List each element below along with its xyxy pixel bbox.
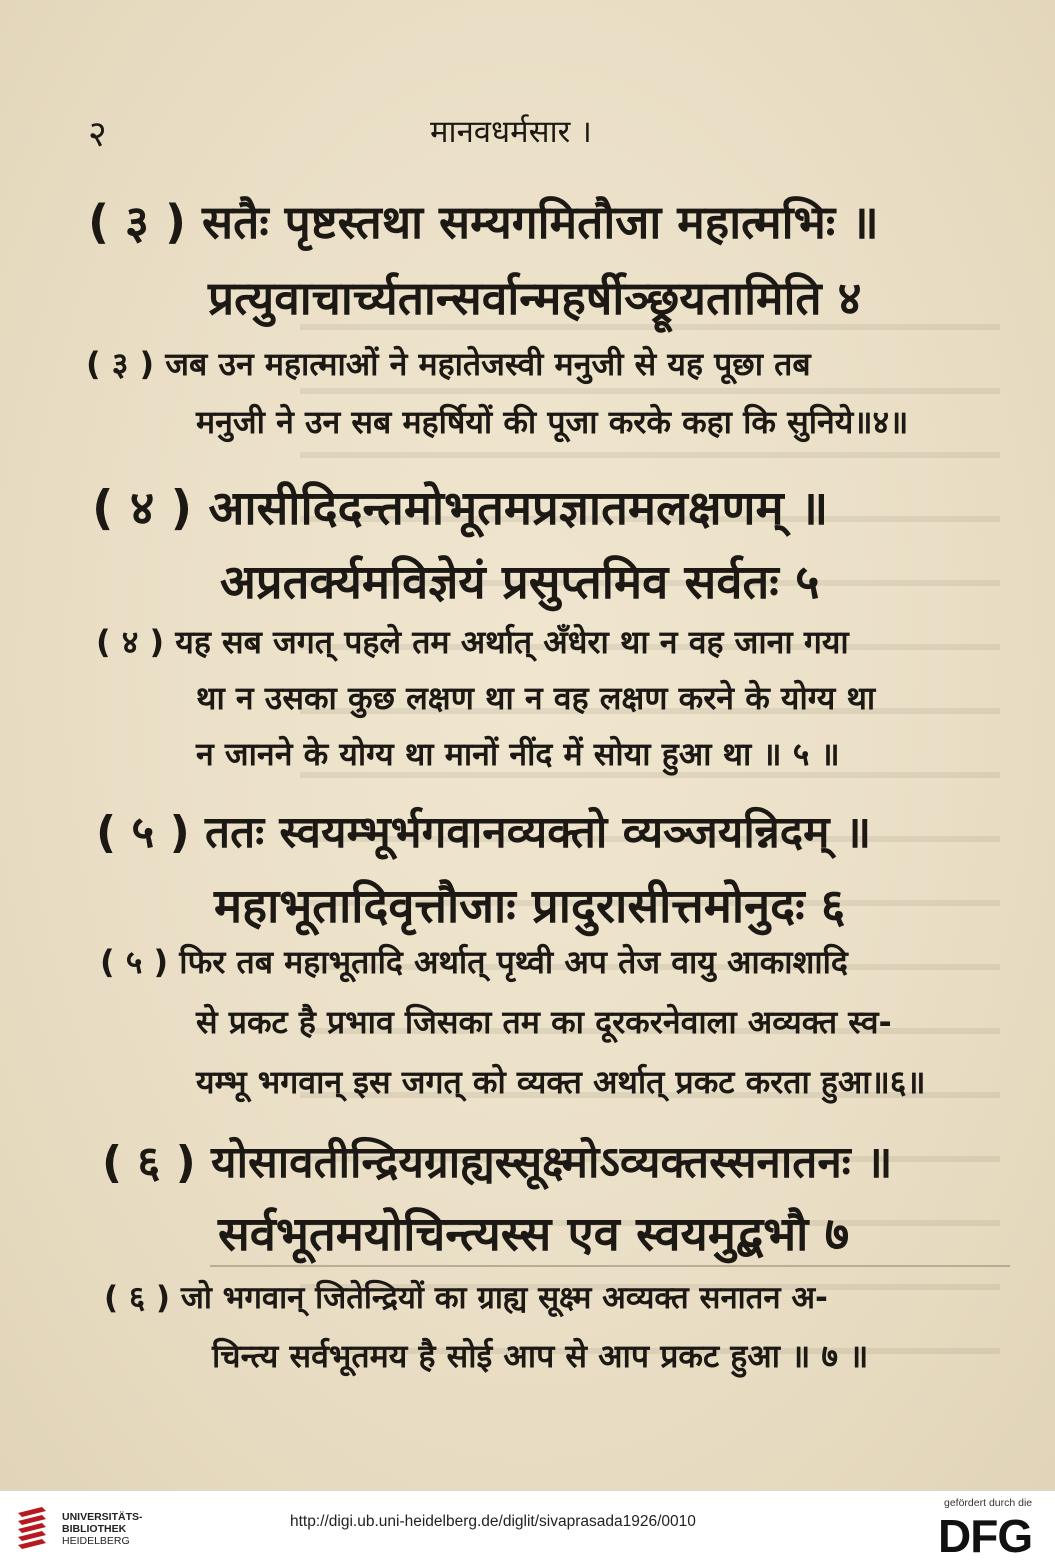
translation-4-line-3: न जानने के योग्य था मानों नींद में सोया हुआ था ॥ ५ ॥	[196, 735, 840, 773]
verse-6-line-2: सर्वभूतमयोचिन्त्यस्स एव स्वयमुद्बभौ ७	[218, 1207, 850, 1262]
running-title: मानवधर्मसार ।	[430, 114, 592, 150]
verse-4-line-1: ( ४ ) आसीदिदन्तमोभूतमप्रज्ञातमलक्षणम् ॥	[92, 481, 829, 536]
translation-6-line-2: चिन्त्य सर्वभूतमय है सोई आप से आप प्रकट हुआ ॥ ७ ॥	[212, 1337, 869, 1375]
viewer-footer	[0, 1490, 1055, 1566]
dfg-logo: DFG	[938, 1510, 1033, 1562]
translation-3-line-1: ( ३ ) जब उन महात्माओं ने महातेजस्वी मनुजी से यह पूछा तब	[86, 345, 811, 383]
translation-4-line-1: ( ४ ) यह सब जगत् पहले तम अर्थात् अँधेरा था न वह जाना गया	[96, 623, 849, 661]
verse-4-line-2: अप्रतर्क्यमविज्ञेयं प्रसुप्तमिव सर्वतः ५	[220, 555, 820, 610]
funding-note: gefördert durch die	[944, 1497, 1033, 1509]
translation-3-line-2: मनुजी ने उन सब महर्षियों की पूजा करके कहा कि सुनिये॥४॥	[196, 403, 909, 441]
translation-5-line-3: यम्भू भगवान् इस जगत् को व्यक्त अर्थात् प्रकट करता हुआ॥६॥	[196, 1063, 926, 1101]
translation-5-line-1: ( ५ ) फिर तब महाभूतादि अर्थात् पृथ्वी अप तेज वायु आकाशादि	[100, 943, 848, 981]
verse-3-line-1: ( ३ ) सतैः पृष्टस्तथा सम्यगमितौजा महात्मभिः ॥	[88, 195, 879, 249]
institution-line-1: UNIVERSITÄTS-	[62, 1511, 143, 1523]
verse-6-line-1: ( ६ ) योसावतीन्द्रियग्राह्यस्सूक्ष्मोऽव्यक्तस्सनातनः ॥	[102, 1137, 893, 1188]
university-library-logo-icon	[12, 1505, 52, 1551]
institution-name	[62, 1511, 143, 1547]
translation-4-line-2: था न उसका कुछ लक्षण था न वह लक्षण करने के योग्य था	[196, 679, 876, 717]
divider-line	[210, 1265, 1010, 1267]
verse-5-line-1: ( ५ ) ततः स्वयम्भूर्भगवानव्यक्तो व्यञ्जयन्निदम् ॥	[96, 807, 872, 858]
institution-line-3: HEIDELBERG	[62, 1535, 130, 1547]
translation-5-line-2: से प्रकट है प्रभाव जिसका तम का दूरकरनेवाला अव्यक्त स्व-	[196, 1003, 892, 1041]
verse-3-line-2: प्रत्युवाचार्च्यतान्सर्वान्महर्षीञ्छ्रूयतामिति ४	[208, 271, 862, 325]
verse-5-line-2: महाभूतादिवृत्तौजाः प्रादुरासीत्तमोनुदः ६	[214, 879, 846, 934]
permalink-url[interactable]: http://digi.ub.uni-heidelberg.de/diglit/sivaprasada1926/0010	[290, 1513, 696, 1530]
page-number: २	[88, 114, 108, 155]
translation-6-line-1: ( ६ ) जो भगवान् जितेन्द्रियों का ग्राह्य सूक्ष्म अव्यक्त सनातन अ-	[104, 1280, 828, 1316]
institution-line-2: BIBLIOTHEK	[62, 1523, 127, 1535]
